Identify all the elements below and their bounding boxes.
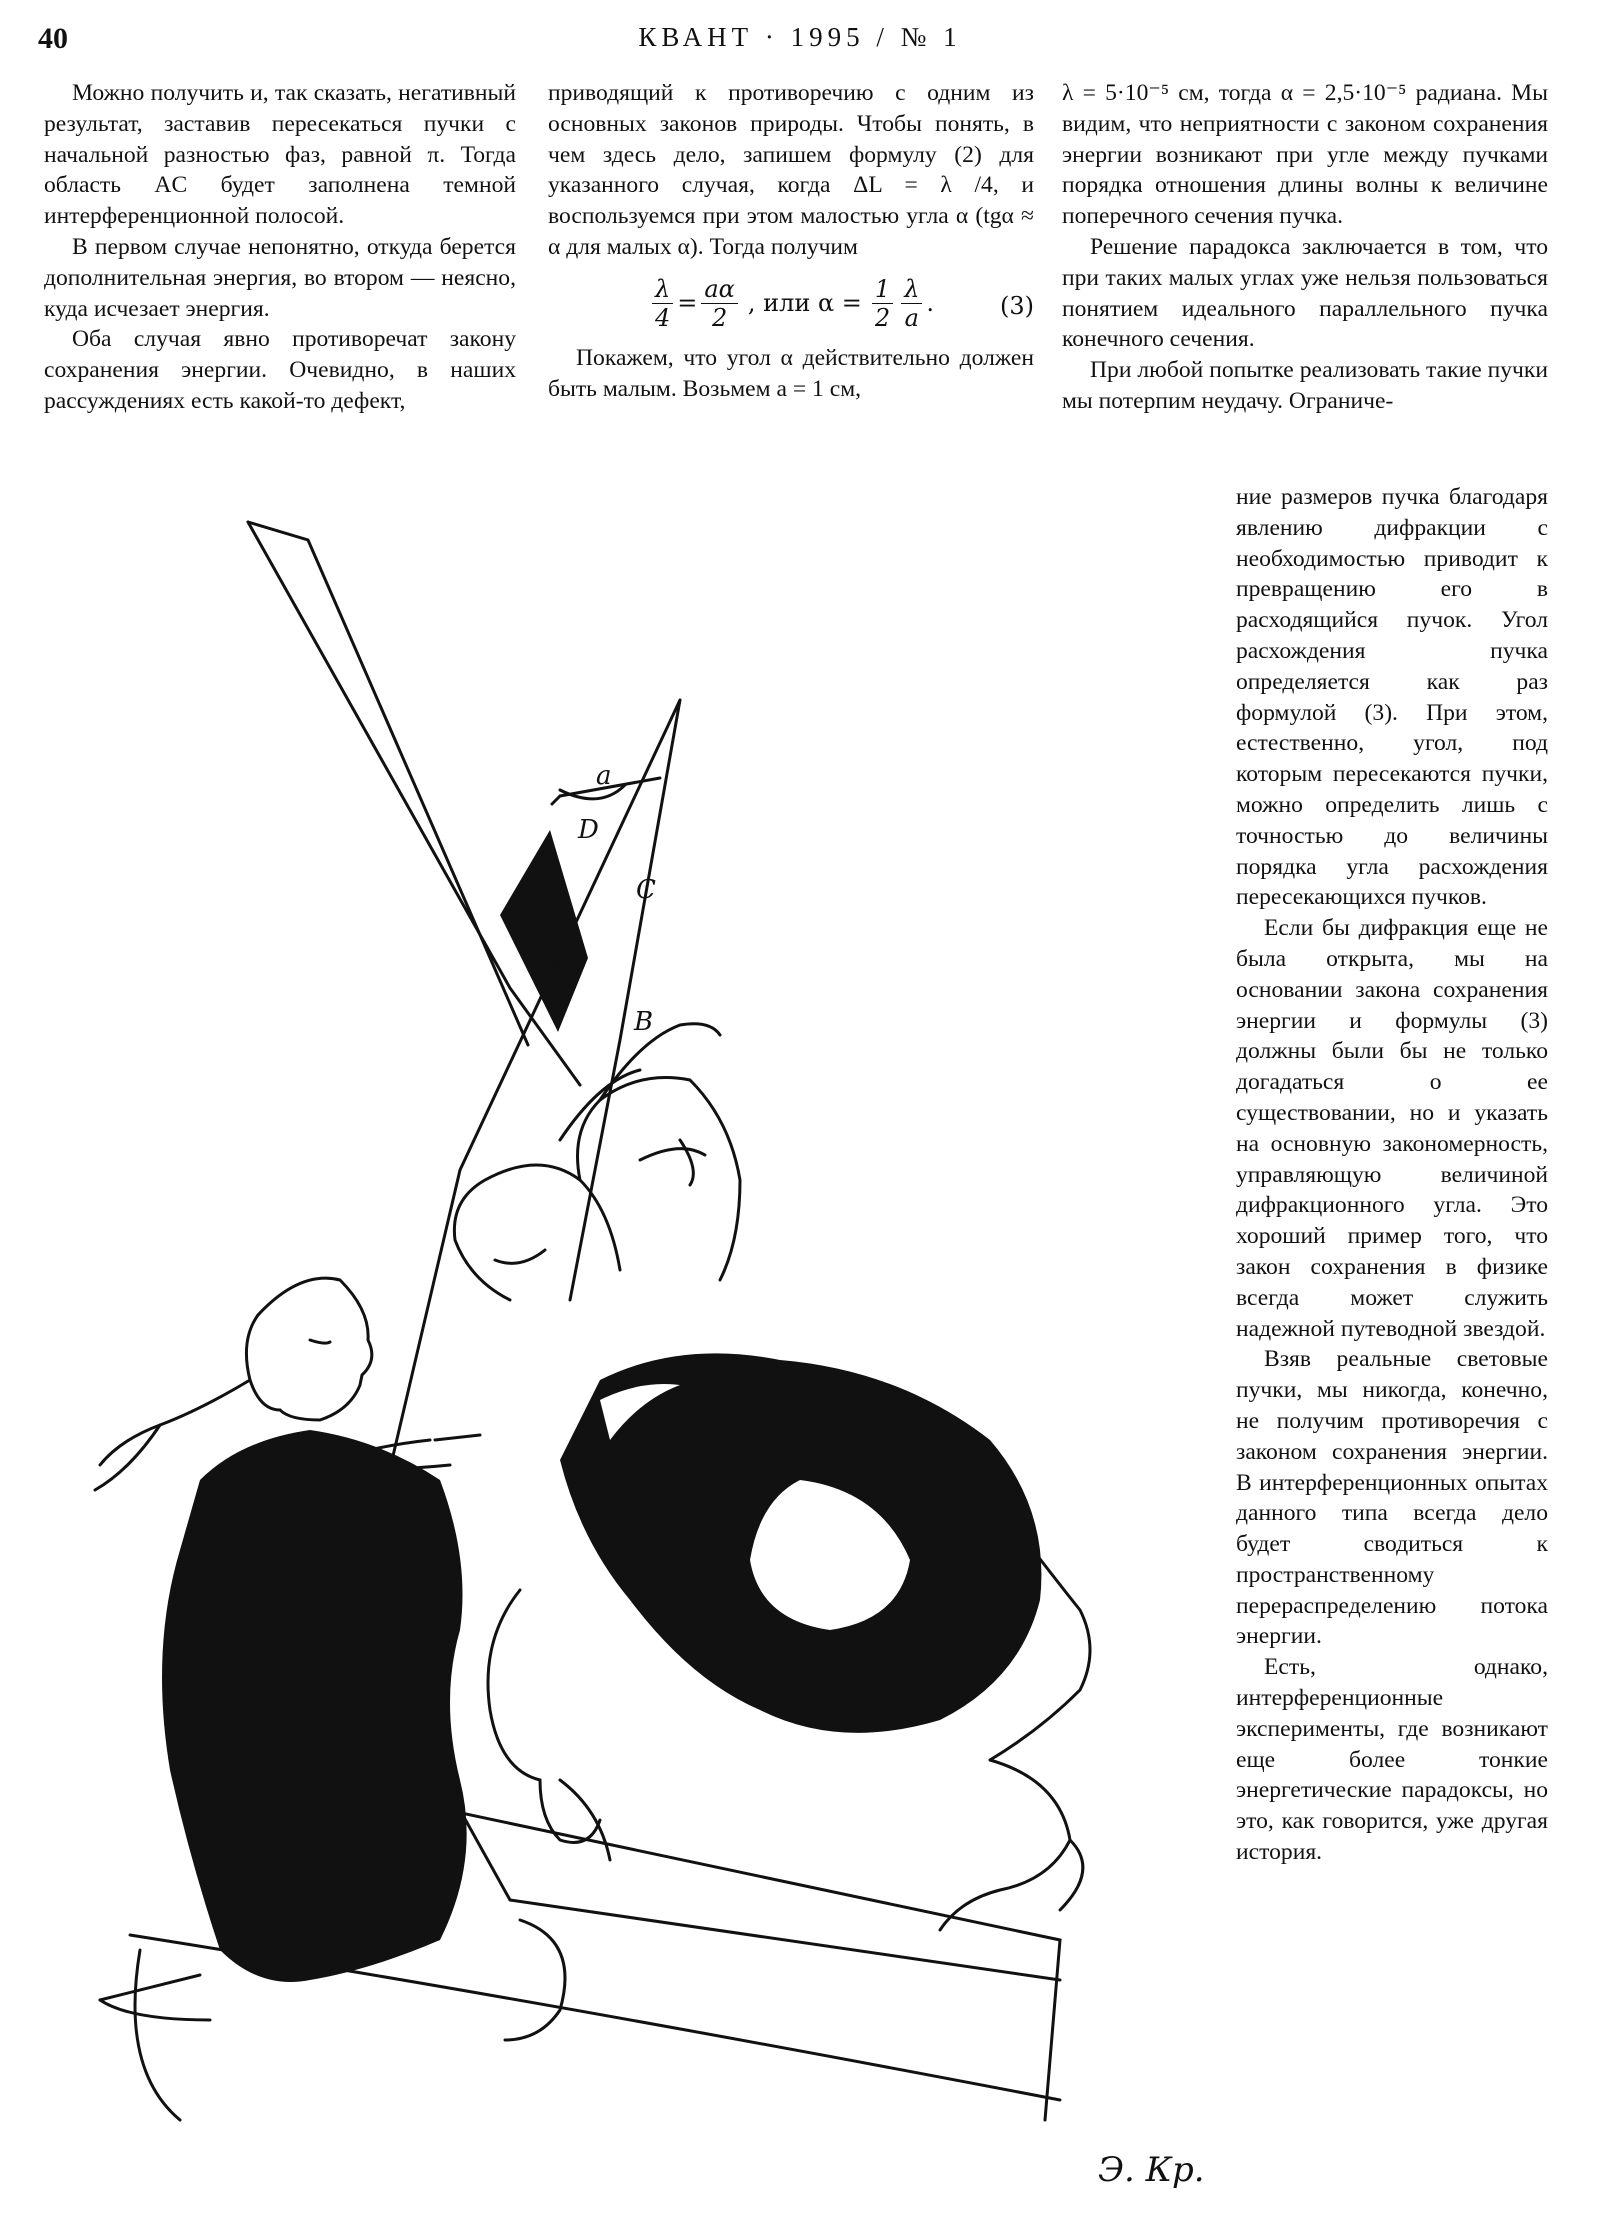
label-a-point: A <box>546 955 565 985</box>
paragraph: Если бы дифракция еще не была открыта, мы на основании закона сохранения энергии и формулы (3) должны были бы не только догадаться о ее существовании, но и указать на основную закономерность, управляющую величиной дифракционного угла. Это хороший пример того, что закон сохранения в физике всегда может служить надежной путеводной звездой. <box>1236 915 1548 1342</box>
paragraph: приводящий к противоречию с одним из основных законов природы. Чтобы понять, в чем здесь дело, запишем формулу (2) для указанного случая, когда ΔL = λ /4, и воспользуемся при этом малостью угла α (tgα ≈ α для малых α). Тогда получим <box>548 80 1034 260</box>
fraction: $\frac{\lambda}{4}$ <box>652 275 673 332</box>
illustration-two-figures-with-light-beams <box>40 480 1220 2200</box>
paragraph: Оба случая явно противоречат закону сохранения энергии. Очевидно, в наших рассуждениях есть какой-то дефект, <box>44 326 516 414</box>
artist-signature: Э. Кр. <box>1098 2150 1205 2190</box>
paragraph: Можно получить и, так сказать, негативный результат, заставив пересекаться пучки с начальной разностью фаз, равной π. Тогда область AC будет заполнена темной интерференционной полосой. <box>44 80 516 230</box>
fraction: $\frac{\lambda}{a}$ <box>901 275 922 332</box>
text-column-3-narrow <box>1236 482 1548 1868</box>
page-number: 40 <box>38 22 68 55</box>
paragraph: В первом случае непонятно, откуда берется дополнительная энергия, во втором — неясно, куда исчезает энергия. <box>44 233 516 322</box>
paragraph: Есть, однако, интерференционные эксперименты, где возникают еще более тонкие энергетические парадоксы, но это, как говорится, уже другая история. <box>1236 1654 1548 1866</box>
equation-3: $\frac{\lambda}{4}$ = $\frac{a\alpha}{2}$ , или α = $\frac{1}{2}$ $\frac{\lambda}{a}$ . (3) <box>548 269 1034 339</box>
paragraph: Покажем, что угол α действительно должен быть малым. Возьмем a = 1 см, <box>548 344 1034 402</box>
interference-region-ac <box>500 830 588 1032</box>
paragraph: λ = 5·10⁻⁵ см, тогда α = 2,5·10⁻⁵ радиана. Мы видим, что неприятности с законом сохранения энергии возникают при угле между пучками порядка отношения длины волны к величине поперечного сечения пучка. <box>1062 80 1548 230</box>
fraction: $\frac{a\alpha}{2}$ <box>701 275 738 332</box>
paragraph: Решение парадокса заключается в том, что при таких малых углах уже нельзя пользоваться понятием идеального параллельного пучка конечного сечения. <box>1062 233 1548 353</box>
fraction: $\frac{1}{2}$ <box>872 275 893 332</box>
text-column-2 <box>548 78 1034 404</box>
text-column-1 <box>44 78 516 417</box>
equation-or: , или α = <box>747 289 862 318</box>
equation-number: (3) <box>1000 291 1034 320</box>
text-column-3 <box>1062 78 1548 417</box>
label-a: a <box>596 761 612 791</box>
paragraph: При любой попытке реализовать такие пучки мы потерпим неудачу. Ограниче- <box>1062 357 1548 414</box>
label-b: B <box>634 1007 654 1037</box>
label-d: D <box>578 815 599 845</box>
beam-left <box>248 522 528 1045</box>
label-c: C <box>636 875 656 905</box>
left-figure-robe <box>162 1430 467 1982</box>
paragraph: Взяв реальные световые пучки, мы никогда, конечно, не получим противоречия с законом сохранения энергии. В интерференционных опытах данного типа всегда дело будет сводиться к пространственному перераспределению потока энергии. <box>1236 1346 1548 1650</box>
paragraph: ние размеров пучка благодаря явлению дифракции с необходимостью приводит к превращению его в расходящийся пучок. Угол расхождения пучка определяется как раз формулой (3). При этом, естественно, угол, под которым пересекаются пучки, можно определить лишь с точностью до величины порядка угла расхождения пересекающихся пучков. <box>1236 484 1548 911</box>
running-title: КВАНТ · 1995 / № 1 <box>638 22 962 52</box>
